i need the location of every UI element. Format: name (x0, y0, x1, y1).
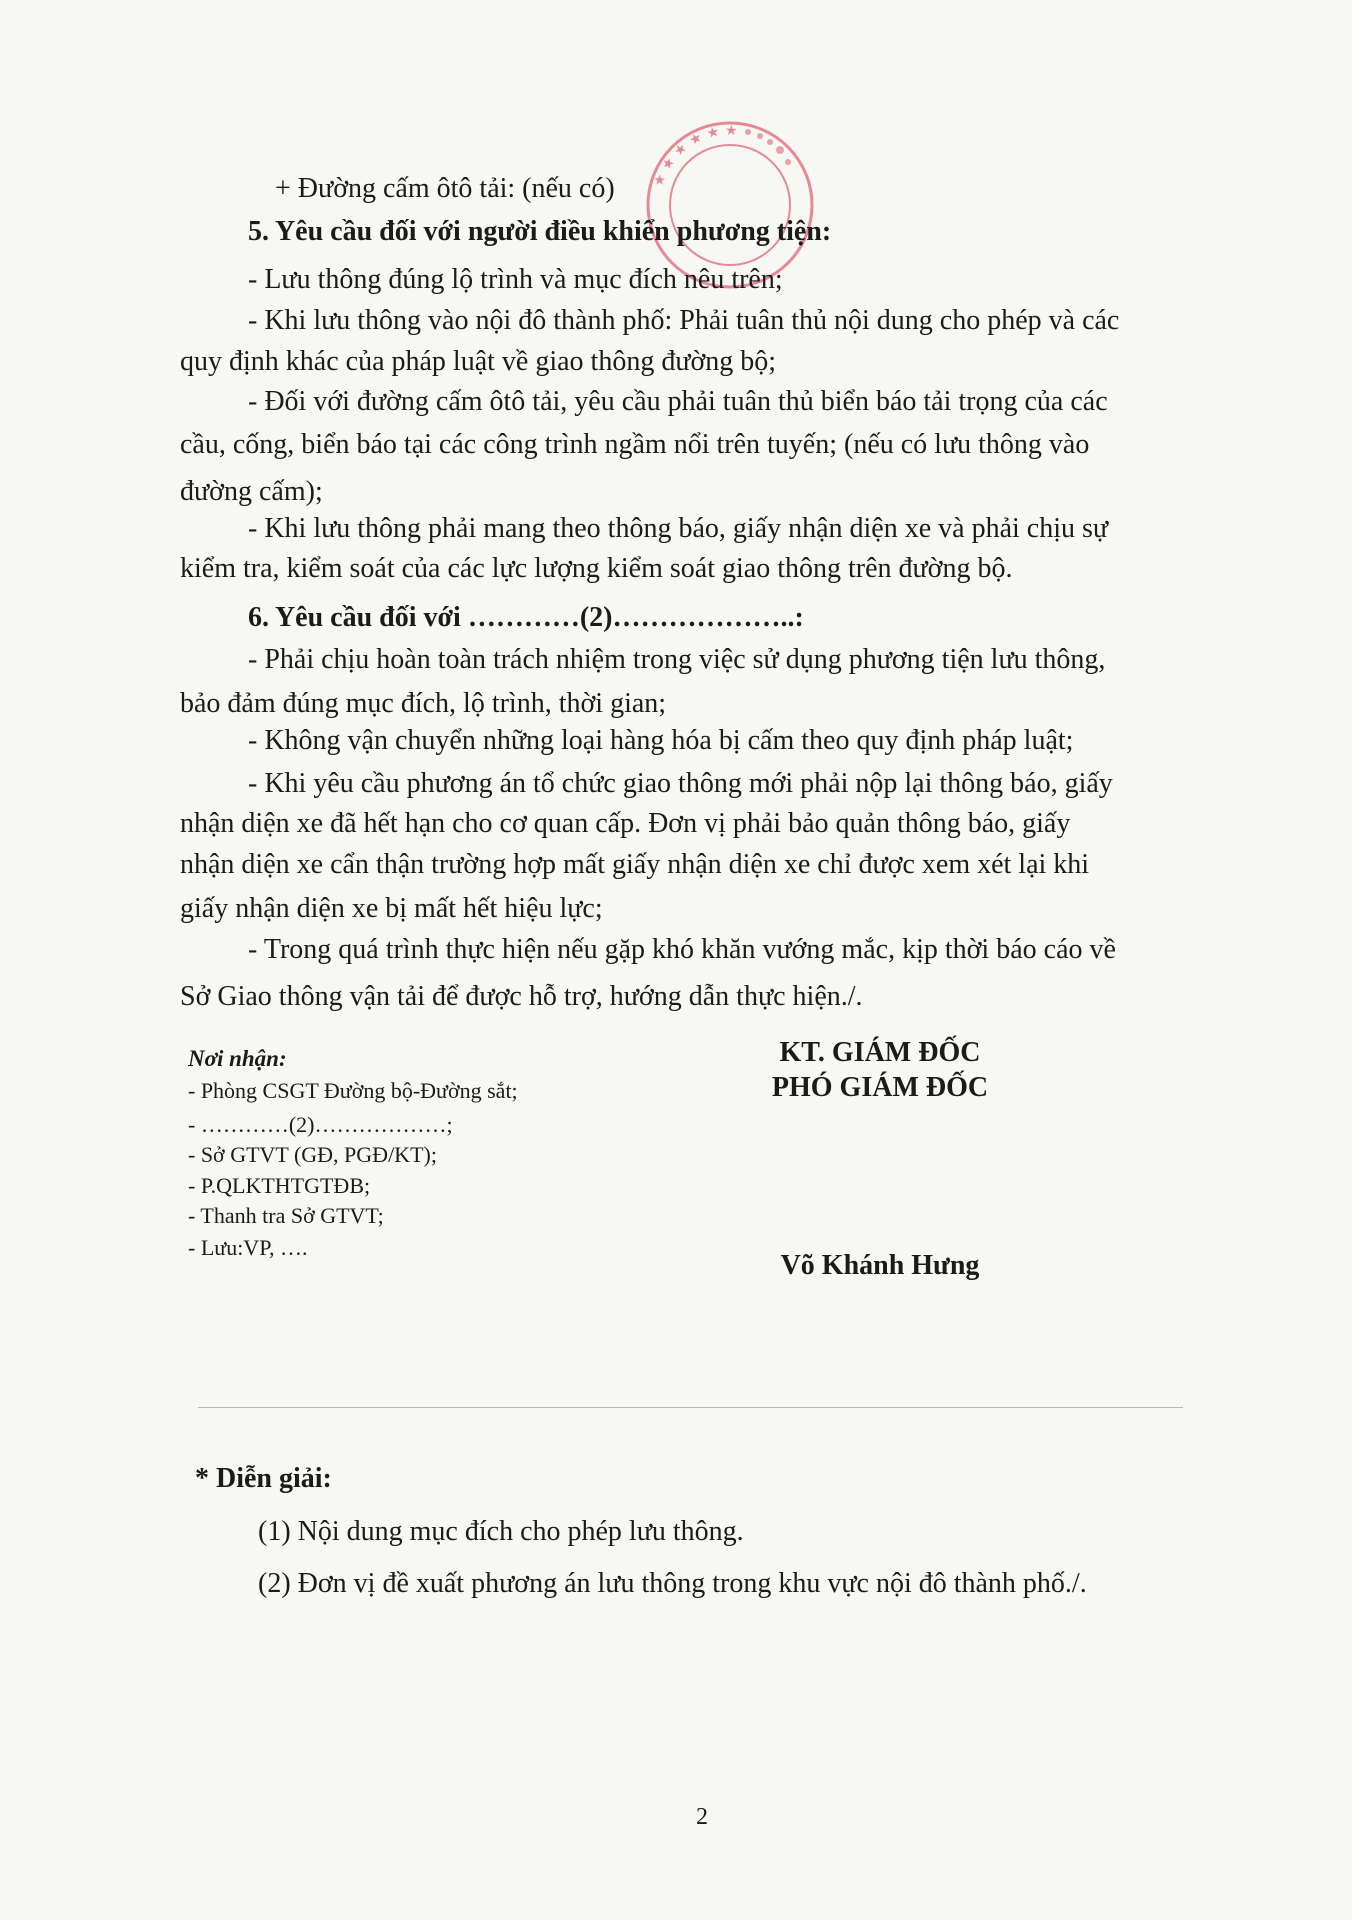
page-number: 2 (696, 1804, 708, 1830)
recipient-item: - …………(2)………………; (188, 1112, 453, 1137)
section-5-line: đường cấm); (180, 476, 323, 507)
section-5-line: - Khi lưu thông phải mang theo thông báo, giấy nhận diện xe và phải chịu sự (248, 513, 1109, 544)
section-5-line: - Khi lưu thông vào nội đô thành phố: Phải tuân thủ nội dung cho phép và các (248, 305, 1120, 336)
signature-title-deputy: PHÓ GIÁM ĐỐC (771, 1072, 989, 1103)
divider-line (198, 1407, 1183, 1408)
section-5-line: cầu, cống, biển báo tại các công trình ngầm nổi trên tuyến; (nếu có lưu thông vào (180, 429, 1090, 460)
section-6-heading: 6. Yêu cầu đối với …………(2)………………..: (248, 602, 804, 633)
section-6-line: - Phải chịu hoàn toàn trách nhiệm trong việc sử dụng phương tiện lưu thông, (248, 644, 1106, 675)
note-item: (2) Đơn vị đề xuất phương án lưu thông trong khu vực nội đô thành phố./. (258, 1568, 1087, 1599)
section-5-line: - Lưu thông đúng lộ trình và mục đích nêu trên; (248, 264, 783, 295)
section-6-line: bảo đảm đúng mục đích, lộ trình, thời gian; (180, 688, 667, 719)
note-item: (1) Nội dung mục đích cho phép lưu thông. (258, 1516, 744, 1547)
notes-title: * Diễn giải: (195, 1463, 332, 1494)
section-6-line: - Không vận chuyển những loại hàng hóa bị cấm theo quy định pháp luật; (248, 725, 1074, 756)
section-6-line: nhận diện xe đã hết hạn cho cơ quan cấp. Đơn vị phải bảo quản thông báo, giấy (180, 808, 1071, 839)
section-6-line: giấy nhận diện xe bị mất hết hiệu lực; (180, 893, 603, 924)
recipient-item: - Thanh tra Sở GTVT; (188, 1203, 384, 1228)
svg-text:★ ★ ★ ★ ★ ★: ★ ★ ★ ★ ★ ★ (650, 122, 738, 189)
section-5-line: quy định khác của pháp luật về giao thông đường bộ; (180, 346, 777, 377)
section-6-line: Sở Giao thông vận tải để được hỗ trợ, hướng dẫn thực hiện./. (180, 981, 863, 1012)
section-5-heading: 5. Yêu cầu đối với người điều khiển phương tiện: (248, 216, 832, 247)
recipient-item: - P.QLKTHTGTĐB; (188, 1173, 371, 1198)
recipients-title: Nơi nhận: (188, 1046, 287, 1071)
recipient-item: - Lưu:VP, …. (188, 1235, 308, 1260)
signer-name: Võ Khánh Hưng (780, 1250, 980, 1281)
section-6-line: - Khi yêu cầu phương án tổ chức giao thông mới phải nộp lại thông báo, giấy (248, 768, 1113, 799)
signature-title-kt: KT. GIÁM ĐỐC (779, 1037, 981, 1068)
section-5-line: kiểm tra, kiểm soát của các lực lượng kiểm soát giao thông trên đường bộ. (180, 553, 1013, 584)
section-6-line: nhận diện xe cẩn thận trường hợp mất giấy nhận diện xe chỉ được xem xét lại khi (180, 849, 1090, 880)
recipient-item: - Sở GTVT (GĐ, PGĐ/KT); (188, 1142, 437, 1167)
section-6-line: - Trong quá trình thực hiện nếu gặp khó khăn vướng mắc, kịp thời báo cáo về (248, 934, 1116, 965)
section-5-line: - Đối với đường cấm ôtô tải, yêu cầu phải tuân thủ biển báo tải trọng của các (248, 386, 1108, 417)
recipient-item: - Phòng CSGT Đường bộ-Đường sắt; (188, 1078, 518, 1103)
truck-ban-road-line: + Đường cấm ôtô tải: (nếu có) (275, 173, 615, 204)
